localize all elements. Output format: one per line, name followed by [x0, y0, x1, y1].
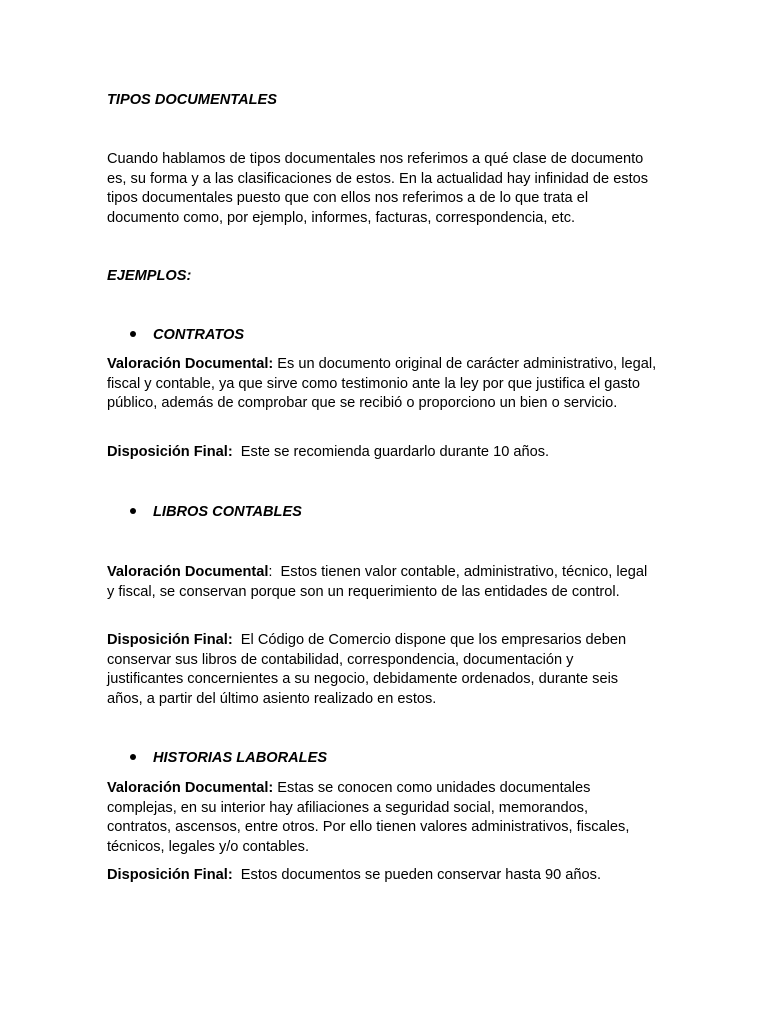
bullet-icon: [130, 508, 136, 514]
bullet-icon: [130, 754, 136, 760]
valoracion-contratos: [107, 355, 667, 414]
disposicion-label: Disposición Final:: [107, 867, 233, 883]
section-heading-historias-laborales: [128, 749, 648, 769]
valoracion-label: Valoración Documental:: [107, 780, 274, 796]
disposicion-label: Disposición Final:: [107, 632, 233, 648]
valoracion-text: Estas se conocen como unidades documentales complejas, en su interior hay afiliaciones a seguridad social, memorandos, contratos, ascensos, entre otros. Por ello tienen valores administrativos, fiscales, técnicos, legales y/o contables.: [107, 780, 630, 855]
examples-heading: EJEMPLOS:: [107, 268, 192, 284]
intro-paragraph: Cuando hablamos de tipos documentales nos referimos a qué clase de documento es, su forma y a las clasificaciones de estos. En la actualidad hay infinidad de estos tipos documentales puesto que con ellos nos referimos a de lo que trata el documento como, por ejemplo, informes, facturas, correspondencia, etc.: [107, 151, 649, 226]
section-heading-contratos: [128, 326, 648, 346]
disposicion-libros-contables: [107, 631, 652, 709]
disposicion-text: Este se recomienda guardarlo durante 10 años.: [232, 444, 550, 460]
disposicion-contratos: [107, 443, 667, 463]
valoracion-text: Es un documento original de carácter administrativo, legal, fiscal y contable, ya que sirve como testimonio ante la ley por que justifica el gasto público, además de comprobar que se recibió o proporciono un bien o servicio.: [107, 356, 657, 412]
valoracion-label: Valoración Documental: [107, 564, 269, 580]
disposicion-label: Disposición Final:: [107, 444, 233, 460]
section-heading-text: CONTRATOS: [153, 327, 245, 343]
section-heading-text: HISTORIAS LABORALES: [153, 750, 328, 766]
valoracion-historias-laborales: [107, 779, 652, 857]
section-heading-text: LIBROS CONTABLES: [153, 504, 302, 520]
disposicion-text: Estos documentos se pueden conservar hasta 90 años.: [232, 867, 602, 883]
valoracion-label: Valoración Documental:: [107, 356, 274, 372]
valoracion-text: : Estos tienen valor contable, administrativo, técnico, legal y fiscal, se conservan porque son un requerimiento de las entidades de control.: [107, 564, 652, 600]
bullet-icon: [130, 331, 136, 337]
valoracion-libros-contables: [107, 563, 652, 602]
page-title: TIPOS DOCUMENTALES: [107, 92, 277, 108]
disposicion-historias-laborales: [107, 866, 667, 886]
section-heading-libros-contables: [128, 503, 648, 523]
disposicion-text: El Código de Comercio dispone que los empresarios deben conservar sus libros de contabilidad, correspondencia, documentación y justificantes concernientes a su negocio, debidamente ordenados, durante seis años, a partir del último asiento realizado en estos.: [107, 632, 631, 707]
